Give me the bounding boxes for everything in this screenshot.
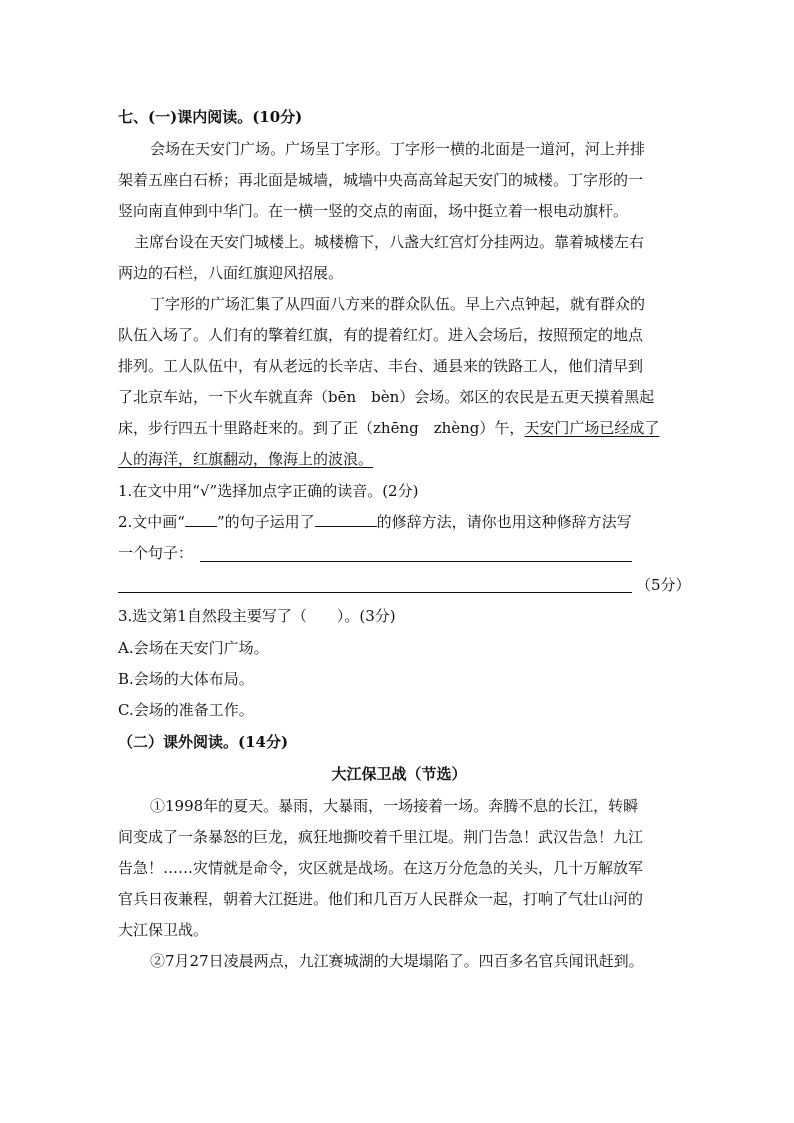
option-b: B.会场的大体布局。 [118,670,254,688]
question-text: 的修辞方法，请你也用这种修辞方法写 [376,513,632,531]
underlined-sentence: 人的海洋，红旗翻动，像海上的波浪。 [118,450,374,468]
passage-line [118,417,680,439]
answer-line-2[interactable] [118,592,632,593]
score-label: （5分） [636,576,691,594]
option-c: C.会场的准备工作。 [118,701,254,719]
article-line: 大江保卫战。 [118,921,209,939]
question-text: 2.文中画“ [118,513,185,531]
passage-line: 了北京车站，一下火车就直奔（bēn bèn）会场。郊区的农民是五更天摸着黑起 [118,388,655,406]
underlined-sentence: 天安门广场已经成了 [524,419,660,437]
section-heading-in-class-reading: 七、(一)课内阅读。(10分) [118,108,303,126]
article-line: ②7月27日凌晨两点，九江赛城湖的大堤塌陷了。四百多名官兵闻讯赶到。 [150,952,644,970]
question-1: 1.在文中用“√”选择加点字正确的读音。(2分) [118,482,419,500]
passage-line: 丁字形的广场汇集了从四面八方来的群众队伍。早上六点钟起，就有群众的 [150,295,646,313]
passage-line: 排列。工人队伍中，有从老远的长辛店、丰台、通县来的铁路工人，他们清早到 [118,357,644,375]
option-a: A.会场在天安门广场。 [118,639,269,657]
question-text: 一个句子： [118,544,194,562]
section-heading-extracurricular-reading: （二）课外阅读。(14分) [118,733,289,751]
passage-text: 床，步行四五十里路赶来的。到了正（zhēng zhèng）午， [118,419,525,437]
question-text: ”的句子运用了 [216,513,315,531]
answer-line-1[interactable] [200,561,632,562]
passage-line: 架着五座白石桥；再北面是城墙，城墙中央高高耸起天安门的城楼。丁字形的一 [118,171,644,189]
article-line: ①1998年的夏天。暴雨，大暴雨，一场接着一场。奔腾不息的长江，转瞬 [150,797,639,815]
article-line: 官兵日夜兼程，朝着大江挺进。他们和几百万人民群众一起，打响了气壮山河的 [118,890,644,908]
article-title: 大江保卫战（节选） [331,765,467,783]
question-3: 3.选文第1自然段主要写了（ ）。(3分) [118,607,396,625]
article-line: 告急！……灾情就是命令，灾区就是战场。在这万分危急的关头，几十万解放军 [118,859,644,877]
passage-line: 主席台设在天安门城楼上。城楼檐下，八盏大红宫灯分挂两边。靠着城楼左右 [134,233,645,251]
passage-line [118,448,680,470]
passage-line: 两边的石栏，八面红旗迎风招展。 [118,264,344,282]
article-line: 间变成了一条暴怒的巨龙，疯狂地撕咬着千里江堤。荆门告急！武汉告急！九江 [118,828,644,846]
question-2 [118,511,680,533]
underline-marker-blank [185,512,217,527]
passage-line: 竖向南直伸到中华门。在一横一竖的交点的南面，场中挺立着一根电动旗杆。 [118,202,629,220]
passage-line: 会场在天安门广场。广场呈丁字形。丁字形一横的北面是一道河，河上并排 [150,140,646,158]
answer-blank-rhetoric[interactable] [315,512,377,527]
passage-line: 队伍入场了。人们有的擎着红旗，有的提着红灯。进入会场后，按照预定的地点 [118,326,644,344]
